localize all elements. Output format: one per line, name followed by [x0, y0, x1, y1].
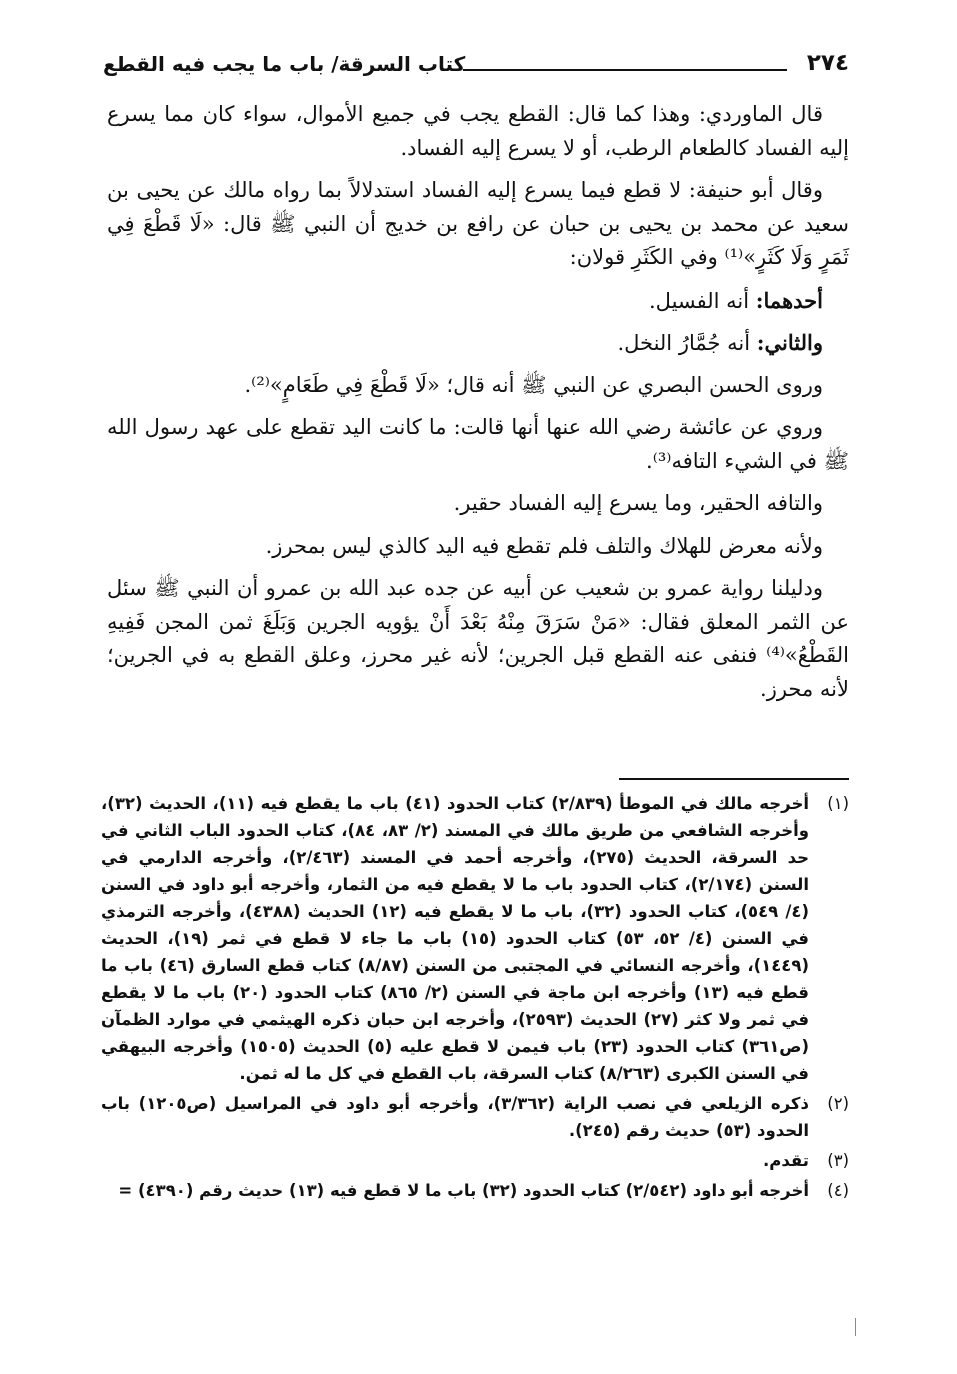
paragraph: وروى الحسن البصري عن النبي ﷺ أنه قال؛ «لَا قَطْعَ فِي طَعَامٍ»⁽²⁾.	[244, 372, 823, 397]
paragraph: وقال أبو حنيفة: لا قطع فيما يسرع إليه الفساد استدلالاً بما رواه مالك عن يحيى بن سعيد عن محمد بن يحيى بن حبان عن رافع بن خديج أن النبي ﷺ قال: «لَا قَطْعَ فِي ثَمَرٍ وَلَا كَثَرٍ»⁽¹⁾ وفي الكَثَرِ قولان:	[107, 178, 849, 269]
paragraph: والتافه الحقير، وما يسرع إليه الفساد حقير.	[453, 491, 823, 515]
paragraph: ولأنه معرض للهلاك والتلف فلم تقطع فيه اليد كالذي ليس بمحرز.	[265, 533, 823, 558]
footnote-number: (٢)	[827, 1094, 849, 1113]
margin-mark	[855, 1318, 856, 1336]
footnote-number: (٤)	[827, 1181, 849, 1200]
paragraph: وروي عن عائشة رضي الله عنها أنها قالت: ما كانت اليد تقطع على عهد رسول الله ﷺ في الشيء التافه⁽³⁾.	[107, 415, 849, 473]
footnote-separator	[619, 778, 849, 780]
footnote	[101, 1090, 849, 1144]
footnote-number: (٣)	[827, 1151, 849, 1170]
footnotes	[101, 790, 849, 1207]
paragraph: والثاني: أنه جُمَّارُ النخل.	[617, 330, 823, 355]
footnote	[101, 1177, 849, 1204]
running-title: كتاب السرقة/ باب ما يجب فيه القطع	[103, 52, 466, 76]
footnote	[101, 1147, 849, 1174]
footnote-text: ذكره الزيلعي في نصب الراية (٣/٣٦٢)، وأخرجه أبو داود في المراسيل (ص١٢٠٥) باب الحدود (٥٣) حديث رقم (٢٤٥).	[101, 1094, 809, 1140]
paragraph: قال الماوردي: وهذا كما قال: القطع يجب في جميع الأموال، سواء كان مما يسرع إليه الفساد كالطعام الرطب، أو لا يسرع إليه الفساد.	[107, 102, 849, 160]
header-rule	[463, 69, 787, 71]
bold-prefix: والثاني:	[756, 330, 823, 355]
bold-prefix: أحدهما:	[755, 287, 823, 313]
footnote	[101, 790, 849, 1087]
running-header	[103, 46, 849, 86]
main-text	[107, 98, 849, 715]
footnote-text: أخرجه أبو داود (٢/٥٤٢) كتاب الحدود (٣٢) باب ما لا قطع فيه (١٣) حديث رقم (٤٣٩٠) =	[118, 1181, 809, 1200]
page-number: ٢٧٤	[806, 50, 849, 76]
footnote-number: (١)	[827, 794, 849, 813]
footnote-text: تقدم.	[763, 1151, 809, 1170]
paragraph: ودليلنا رواية عمرو بن شعيب عن أبيه عن جده عبد الله بن عمرو أن النبي ﷺ سئل عن الثمر المعلق فقال: «مَنْ سَرَقَ مِنْهُ بَعْدَ أَنْ يؤويه الجرين وَبَلَغَ ثمن المجن فَفِيهِ القَطْعُ»⁽⁴⁾ فنفى عنه القطع قبل الجرين؛ لأنه غير محرز، وعلق القطع به في الجرين؛ لأنه محرز.	[107, 576, 849, 701]
paragraph: أحدهما: أنه الفسيل.	[648, 287, 823, 313]
footnote-text: أخرجه مالك في الموطأ (٢/٨٣٩) كتاب الحدود (٤١) باب ما يقطع فيه (١١)، الحديث (٣٢)، وأخرجه الشافعي من طريق مالك في المسند (٢/ ٨٣، ٨٤)، كتاب الحدود الباب الثاني في حد السرقة، الحديث (٢٧٥)، وأخرجه أحمد في المسند (٢/٤٦٣)، وأخرجه الدارمي في السنن (٢/١٧٤)، كتاب الحدود باب ما لا يقطع فيه من الثمار، وأخرجه أبو داود في السنن (٤/ ٥٤٩)، كتاب الحدود (٣٢)، باب ما لا يقطع فيه (١٢) الحديث (٤٣٨٨)، وأخرجه الترمذي في السنن (٤/ ٥٢، ٥٣) كتاب الحدود (١٥) باب ما جاء لا قطع في ثمر (١٩)، الحديث (١٤٤٩)، وأخرجه النسائي في المجتبى من السنن (٨/٨٧) كتاب قطع السارق (٤٦) باب ما قطع فيه (١٣) وأخرجه ابن ماجة في السنن (٢/ ٨٦٥) كتاب الحدود (٢٠) باب ما لا يقطع في ثمر ولا كثر (٢٧) الحديث (٢٥٩٣)، وأخرجه ابن حبان ذكره الهيثمي في موارد الظمآن (ص٣٦١) كتاب الحدود (٢٣) باب فيمن لا قطع عليه (٥) الحديث (١٥٠٥) وأخرجه البيهقي في السنن الكبرى (٨/٢٦٣) كتاب السرقة، باب القطع في كل ما له ثمن.	[101, 794, 810, 1083]
